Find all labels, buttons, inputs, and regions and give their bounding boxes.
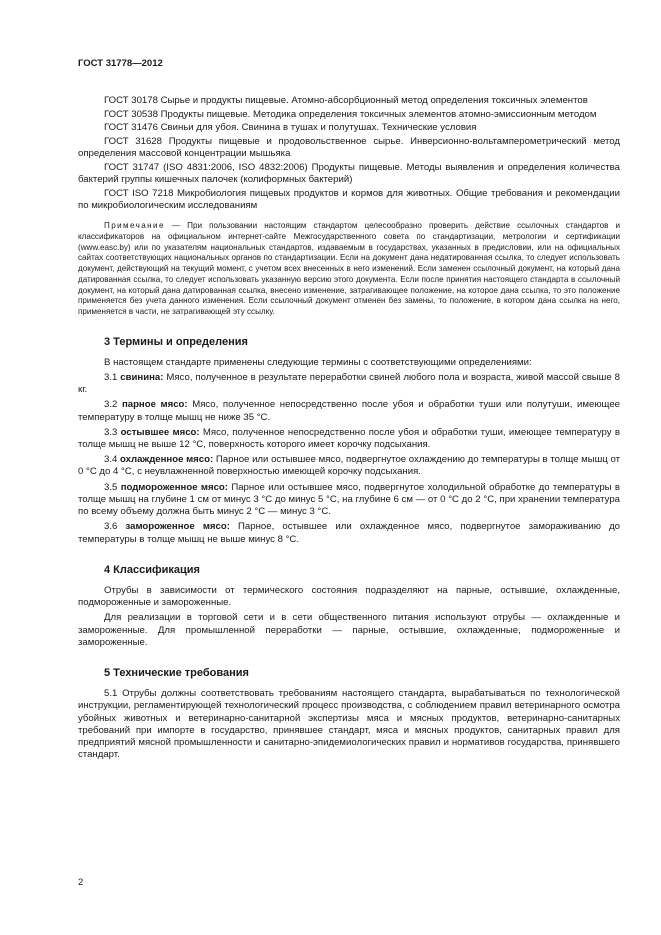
normative-references [78,95,620,212]
term-name: остывшее мясо: [120,426,200,438]
term-name: свинина: [120,372,164,384]
document-code-header: ГОСТ 31778—2012 [78,58,163,69]
section-4-heading: 4 Классификация [104,563,200,576]
term-text: Мясо, полученное в результате переработки свиней любого пола и возраста, живой массой свыше 8 кг. [78,372,620,396]
term-number: 3.2 [104,399,122,411]
term-name: подмороженное мясо: [120,481,228,493]
section-5-paragraph: 5.1 Отрубы должны соответствовать требованиям настоящего стандарта, вырабатываться по технологической инструкции, регламентирующей технологический процесс производства, с соблюдением правил ветеринарного осмотра убойных животных и ветеринарно-санитарной экспертизы мяса и мясных продуктов, ветеринарно-санитарных требований при импорте в государство, принявшее стандарт, мяса и мясных продуктов, санитарных правил для предприятий мясной промышленности и санитарно-эпидемиологических правил и нормативов государства, принявшего стандарт. [78,688,620,761]
note-text: — При пользовании настоящим стандартом целесообразно проверить действие ссылочных стандартов и классификаторов на официальном интернет-сайте Межгосударственного совета по стандартизации, метрологии и сертификации (www.easc.by) или по указателям национальных стандартов, издаваемым в государствах, указанных в предисловии, или на официальных сайтах соответствующих национальных органов по стандартизации. Если на документ дана недатированная ссылка, то следует использовать документ, действующий на текущий момент, с учетом всех внесенных в него изменений. Если заменен ссылочный документ, на который дана датированная ссылка, то следует использовать указанную версию этого документа. Если после принятия настоящего стандарта в ссылочный документ, на который дана датированная ссылка, внесено изменение, затрагивающее положение, на которое дана ссылка, то это положение применяется без учета данного изменения. Если ссылочный документ отменен без замены, то положение, в котором дана ссылка на него, применяется в части, не затрагивающей эту ссылку. [78,221,620,316]
term-number: 3.3 [104,426,121,438]
term-text: Парное или остывшее мясо, подвергнутое охлаждению до температуры в толще мышц от 0 °С до 4 °С, с неувлажненной поверхностью имеющей корочку подсыхания. [78,454,620,478]
term-text: Парное или остывшее мясо, подвергнутое холодильной обработке до температуры в толще мышц на глубине 1 см от минус 3 °С до минус 5 °С, на глубине 6 см — от 0 °С до 2 °С, при хранении температура по всему объему должна быть минус 2 °С — минус 3 °С. [78,481,620,518]
reference-item: ГОСТ 31476 Свиньи для убоя. Свинина в тушах и полутушах. Технические условия [104,122,477,134]
term-name: парное мясо: [121,399,188,411]
note-block [78,221,620,317]
term-definition [78,521,620,545]
reference-item: ГОСТ 31628 Продукты пищевые и продовольственное сырье. Инверсионно-вольтамперометрический метод определения массовой концентрации мышьяка [78,136,620,160]
reference-item: ГОСТ 30178 Сырье и продукты пищевые. Атомно-абсорбционный метод определения токсичных элементов [104,95,588,106]
term-number: 3.5 [104,481,121,493]
note-label: Примечание [104,221,165,231]
section-4-paragraph: Для реализации в торговой сети и в сети общественного питания используют отрубы — охлажденные и замороженные. Для промышленной переработки — парные, остывшие, охлажденные, подмороженные и замороженные. [78,612,620,648]
reference-item: ГОСТ 31747 (ISO 4831:2006, ISO 4832:2006) Продукты пищевые. Методы выявления и определения количества бактерий группы кишечных палочек (колиформных бактерий) [78,162,620,186]
reference-item: ГОСТ ISO 7218 Микробиология пищевых продуктов и кормов для животных. Общие требования и рекомендации по микробиологическим исследованиям [78,187,620,212]
term-name: замороженное мясо: [125,521,230,533]
term-text: Мясо, полученное непосредственно после убоя и обработки туши или полутуши, имеющее температуру в толще мышц не ниже 35 °С. [78,399,620,423]
section-5-heading: 5 Технические требования [104,666,249,679]
term-definition [78,372,620,396]
reference-item: ГОСТ 30538 Продукты пищевые. Методика определения токсичных элементов атомно-эмиссионным методом [104,108,597,120]
term-number: 3.6 [104,521,126,533]
document-body [78,95,620,764]
term-text: Мясо, полученное непосредственно после убоя и обработки туши, имеющее температуру в толще мышц не выше 12 °С, поверхность которого имеет корочку подсыхания. [78,426,620,451]
term-number: 3.4 [104,454,121,466]
section-4-paragraph: Отрубы в зависимости от термического состояния подразделяют на парные, остывшие, охлажденные, подмороженные и замороженные. [78,584,620,609]
term-definition [78,427,620,451]
section-3-heading: 3 Термины и определения [104,335,248,348]
term-number: 3.1 [104,372,121,384]
section-3-intro: В настоящем стандарте применены следующие термины с соответствующими определениями: [104,356,532,368]
term-name: охлажденное мясо: [120,454,214,466]
page-number: 2 [78,877,84,888]
term-definition [78,482,620,519]
term-definition [78,399,620,423]
term-definition [78,454,620,478]
term-text: Парное, остывшее или охлажденное мясо, подвергнутое замораживанию до температуры в толще мышц не выше минус 8 °С. [78,521,620,545]
